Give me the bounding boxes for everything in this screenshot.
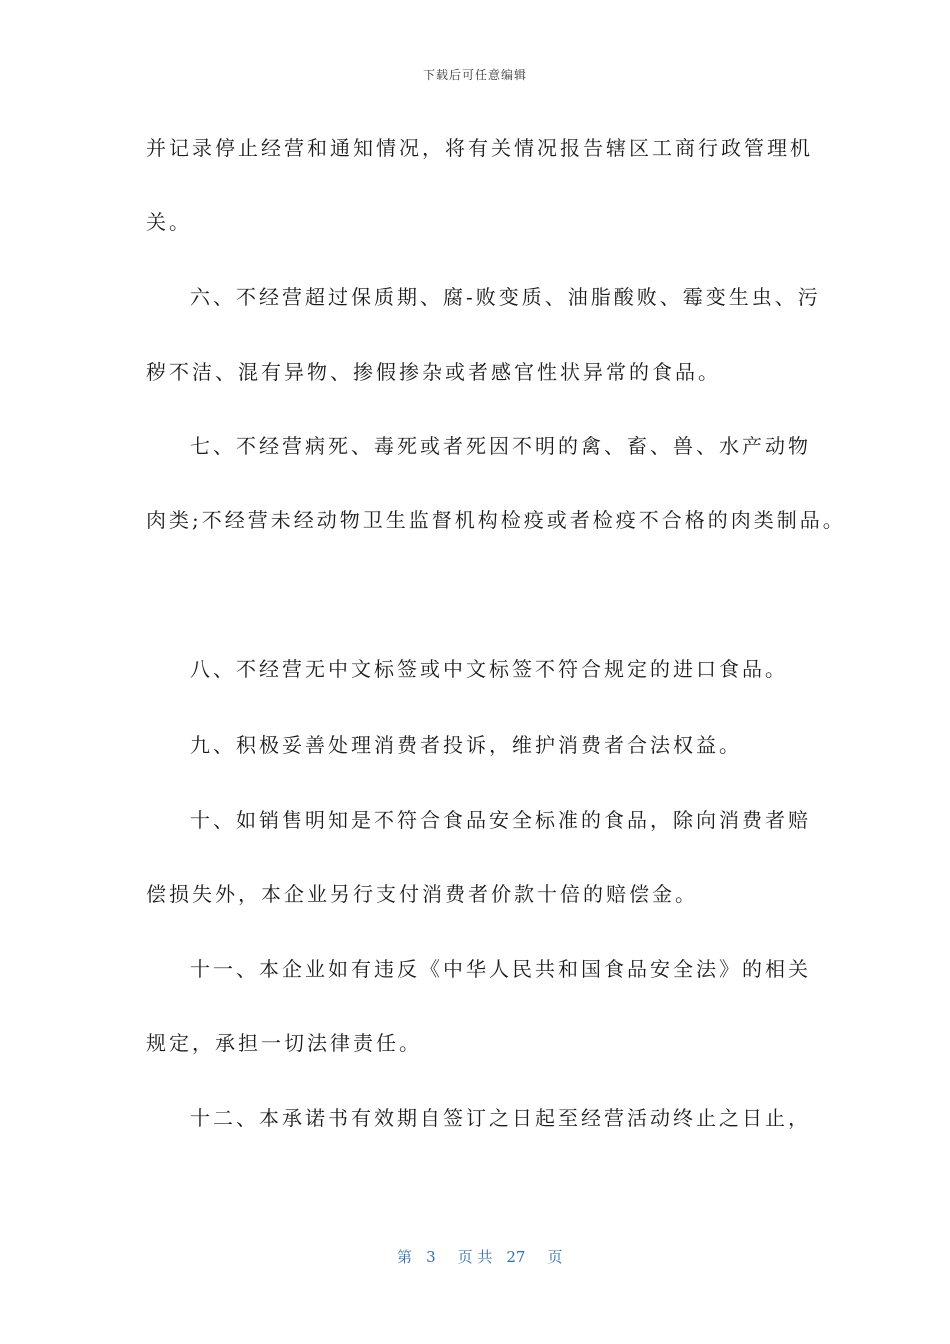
page-mid: 页 共: [457, 1248, 493, 1266]
body-line: 肉类;不经营未经动物卫生监督机构检疫或者检疫不合格的肉类制品。: [146, 508, 846, 532]
body-line: 九、积极妥善处理消费者投诉，维护消费者合法权益。: [190, 733, 742, 757]
page-suffix: 页: [547, 1248, 563, 1266]
body-line: 关。: [146, 210, 192, 234]
total-pages-number: 27: [506, 1248, 526, 1266]
body-line: 规定，承担一切法律责任。: [146, 1031, 422, 1055]
body-line: 八、不经营无中文标签或中文标签不符合规定的进口食品。: [190, 657, 788, 681]
body-line: 十一、本企业如有违反《中华人民共和国食品安全法》的相关: [190, 957, 811, 981]
body-line: 七、不经营病死、毒死或者死因不明的禽、畜、兽、水产动物: [190, 434, 811, 458]
page-footer: [0, 1228, 950, 1267]
body-line: 十、如销售明知是不符合食品安全标准的食品，除向消费者赔: [190, 808, 811, 832]
body-line: 偿损失外，本企业另行支付消费者价款十倍的赔偿金。: [146, 882, 698, 906]
body-line: 十二、本承诺书有效期自签订之日起至经营活动终止之日止，: [190, 1106, 811, 1130]
header-note: 下载后可任意编辑: [422, 68, 527, 82]
body-line: 六、不经营超过保质期、腐-败变质、油脂酸败、霉变生虫、污: [190, 285, 821, 309]
current-page-number: 3: [426, 1248, 436, 1266]
page-prefix: 第: [397, 1248, 413, 1266]
body-line: 秽不洁、混有异物、掺假掺杂或者感官性状异常的食品。: [146, 360, 721, 384]
body-line: 并记录停止经营和通知情况，将有关情况报告辖区工商行政管理机: [146, 136, 813, 160]
